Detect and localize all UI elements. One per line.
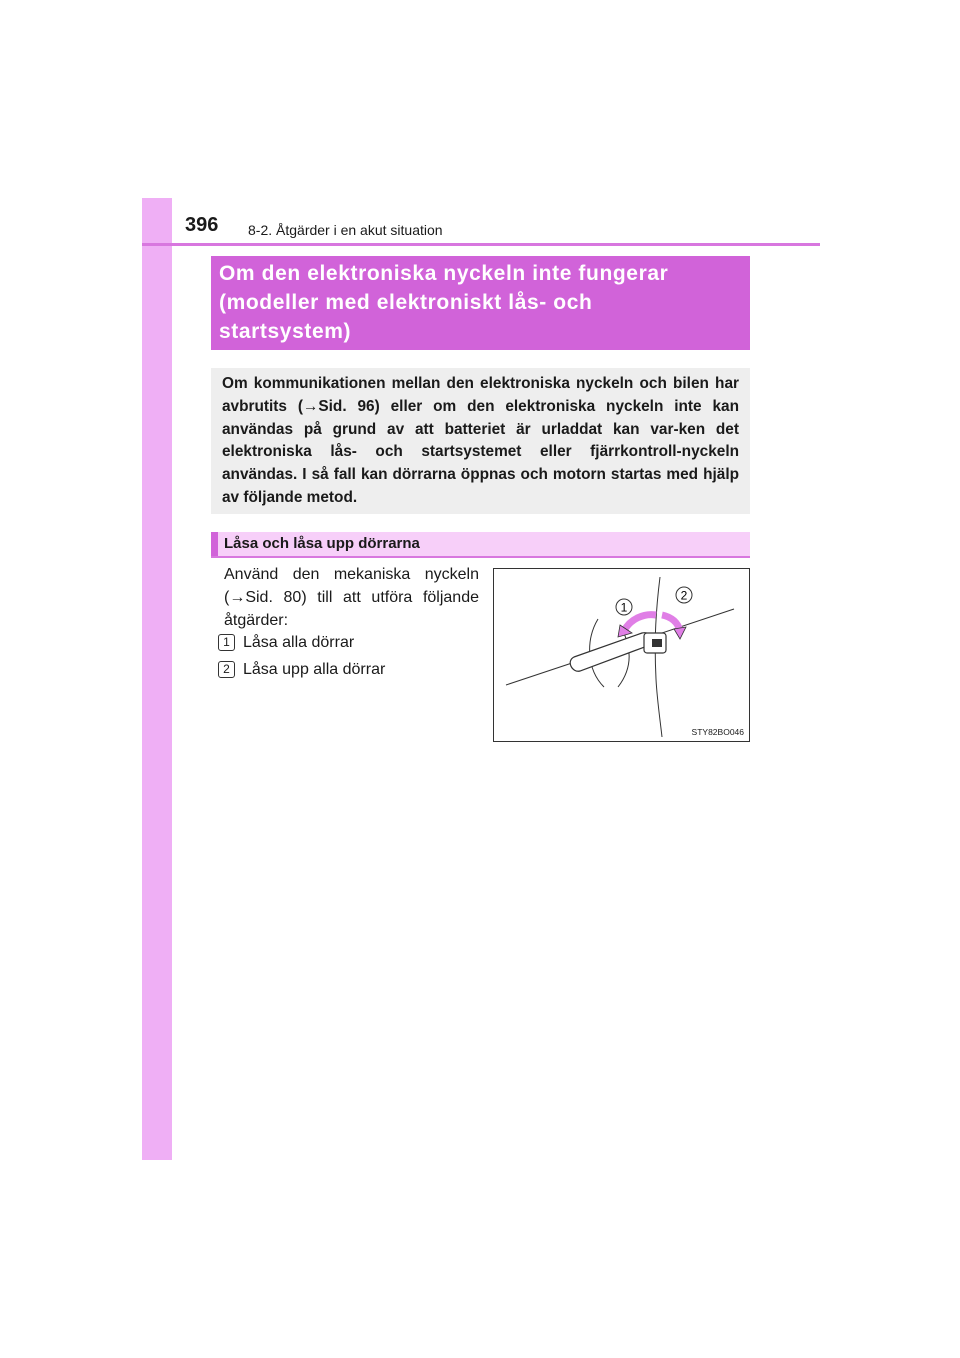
step-number-1: 1: [218, 634, 235, 651]
step-text-1: Låsa alla dörrar: [243, 634, 355, 651]
side-band: [142, 198, 172, 1160]
step-1: [218, 634, 354, 652]
header-rule: [142, 243, 820, 246]
callout-1: 1: [620, 600, 628, 615]
page-number: 396: [185, 214, 219, 236]
door-handle-illustration: [494, 569, 749, 741]
intro-box: [211, 368, 750, 514]
body-text: Använd den mekaniska nyckeln (→Sid. 80) till att utföra följande åtgärder:: [224, 566, 479, 629]
subsection-heading: [211, 532, 750, 558]
callout-2: 2: [680, 588, 688, 603]
section-title: Om den elektroniska nyckeln inte fungerar (modeller med elektroniskt lås- och startsystem): [211, 256, 750, 350]
breadcrumb: 8-2. Åtgärder i en akut situation: [248, 222, 443, 238]
subsection-title: Låsa och låsa upp dörrarna: [224, 535, 420, 552]
step-text-2: Låsa upp alla dörrar: [243, 661, 386, 678]
subsection-heading-bar: [211, 532, 218, 556]
intro-text: Om kommunikationen mellan den elektroniska nyckeln och bilen har avbrutits (→Sid. 96) eller om den elektroniska nyckeln inte kan användas på grund av att batteriet är urladdat kan var-ken det elektroniska lås- och startsystemet eller fjärrkontroll-nyckeln användas. I så fall kan dörrarna öppnas och motorn startas med hjälp av följande metod.: [222, 375, 739, 506]
step-2: [218, 661, 385, 679]
figure-code: STY82BO046: [691, 727, 744, 737]
step-number-2: 2: [218, 661, 235, 678]
door-handle-figure: [493, 568, 750, 742]
